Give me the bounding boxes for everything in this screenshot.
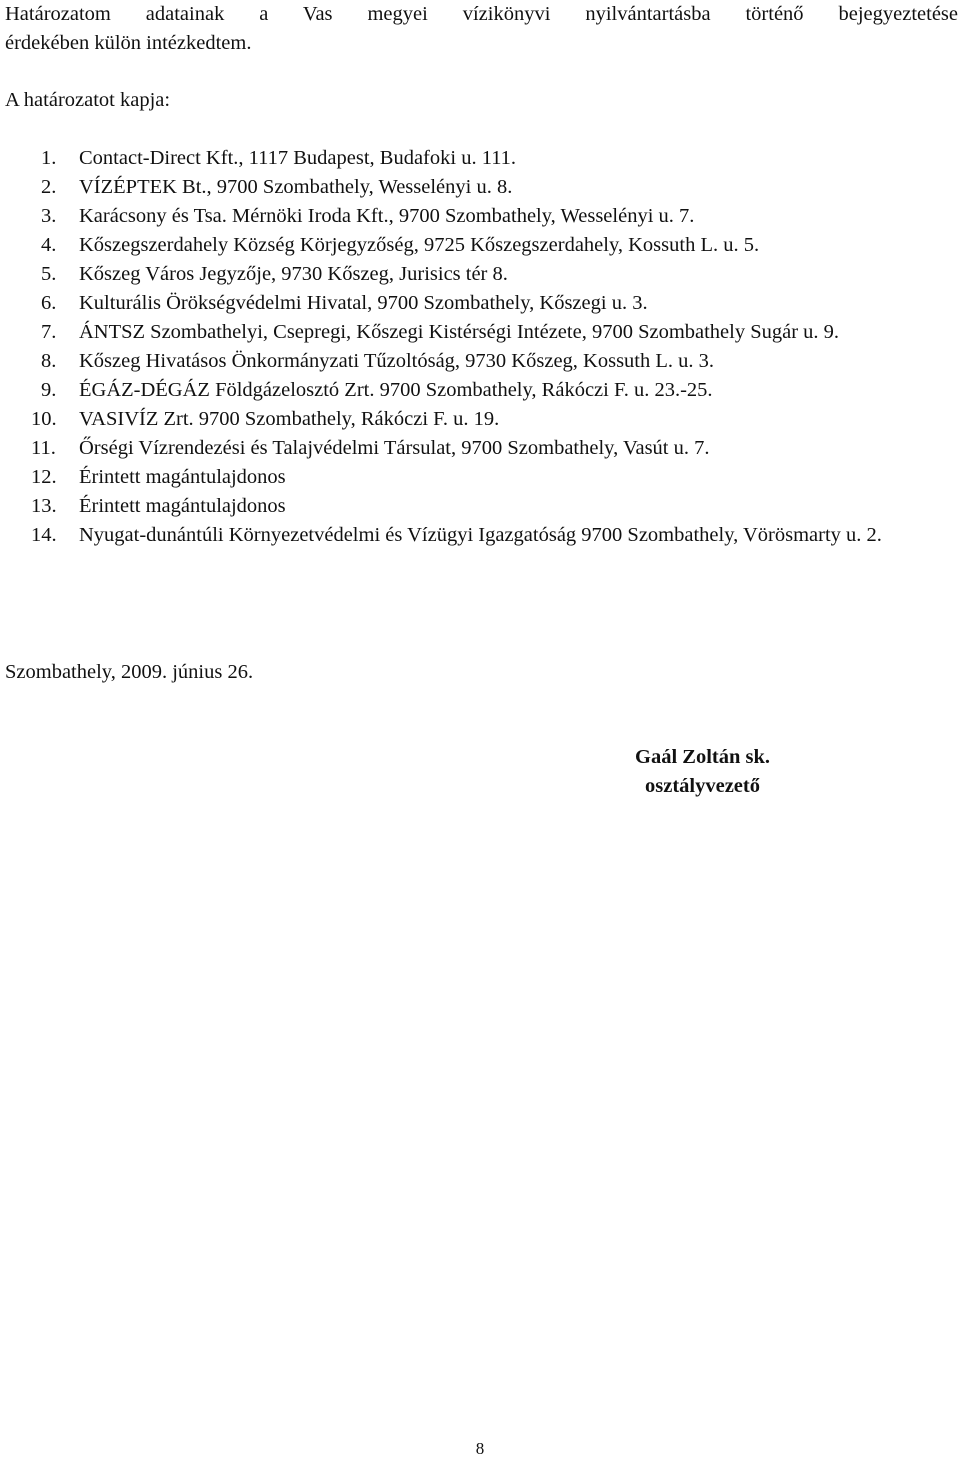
signatory-name: Gaál Zoltán sk.: [635, 746, 770, 768]
recipient-item: [5, 434, 958, 463]
recipient-item: [5, 173, 958, 202]
recipient-text: Kőszeg Város Jegyzője, 9730 Kőszeg, Jurisics tér 8.: [79, 263, 508, 285]
recipient-item: [5, 521, 958, 550]
recipient-number: 10.: [31, 408, 57, 430]
recipient-number: 9.: [41, 379, 57, 401]
recipient-text: VASIVÍZ Zrt. 9700 Szombathely, Rákóczi F. u. 19.: [79, 408, 500, 430]
recipient-item: [5, 289, 958, 318]
recipient-text: Érintett magántulajdonos: [79, 495, 286, 517]
recipient-number: 13.: [31, 495, 57, 517]
recipient-number: 11.: [31, 437, 56, 459]
page-number: 8: [475, 1439, 485, 1458]
recipient-text: Contact-Direct Kft., 1117 Budapest, Budafoki u. 111.: [79, 147, 517, 169]
recipient-text: Nyugat-dunántúli Környezetvédelmi és Vízügyi Igazgatóság 9700 Szombathely, Vörösmarty u. 2.: [79, 524, 882, 546]
recipient-text: ÉGÁZ-DÉGÁZ Földgázelosztó Zrt. 9700 Szombathely, Rákóczi F. u. 23.-25.: [79, 379, 713, 401]
recipient-text: Érintett magántulajdonos: [79, 466, 286, 488]
recipient-item: [5, 231, 958, 260]
recipient-text: Kőszegszerdahely Község Körjegyzőség, 9725 Kőszegszerdahely, Kossuth L. u. 5.: [79, 234, 760, 256]
recipient-text: Őrségi Vízrendezési és Talajvédelmi Társulat, 9700 Szombathely, Vasút u. 7.: [79, 437, 710, 459]
recipient-item: [5, 347, 958, 376]
recipient-number: 2.: [41, 176, 57, 198]
recipients-heading: A határozatot kapja:: [5, 89, 171, 111]
recipient-item: [5, 463, 958, 492]
date-line: Szombathely, 2009. június 26.: [5, 661, 254, 683]
recipient-number: 4.: [41, 234, 57, 256]
recipient-item: [5, 260, 958, 289]
recipient-item: [5, 202, 958, 231]
signatory-title: osztályvezető: [645, 775, 760, 797]
recipient-text: VÍZÉPTEK Bt., 9700 Szombathely, Wesselényi u. 8.: [79, 176, 513, 198]
recipient-item: [5, 318, 958, 347]
recipient-number: 7.: [41, 321, 57, 343]
recipient-item: [5, 405, 958, 434]
recipient-item: [5, 144, 958, 173]
intro-paragraph: [5, 0, 958, 58]
recipient-number: 8.: [41, 350, 57, 372]
recipient-number: 3.: [41, 205, 57, 227]
recipient-number: 5.: [41, 263, 57, 285]
recipient-item: [5, 376, 958, 405]
recipient-text: Kulturális Örökségvédelmi Hivatal, 9700 Szombathely, Kőszegi u. 3.: [79, 292, 648, 314]
recipient-text: ÁNTSZ Szombathelyi, Csepregi, Kőszegi Kistérségi Intézete, 9700 Szombathely Sugár u. 9.: [79, 321, 840, 343]
recipient-text: Karácsony és Tsa. Mérnöki Iroda Kft., 9700 Szombathely, Wesselényi u. 7.: [79, 205, 695, 227]
recipients-list: [5, 144, 958, 550]
recipient-number: 6.: [41, 292, 57, 314]
recipient-number: 14.: [31, 524, 57, 546]
intro-line-2: érdekében külön intézkedtem.: [5, 32, 252, 54]
recipient-number: 12.: [31, 466, 57, 488]
recipient-text: Kőszeg Hivatásos Önkormányzati Tűzoltóság, 9730 Kőszeg, Kossuth L. u. 3.: [79, 350, 715, 372]
signature-block: [600, 743, 805, 801]
recipient-item: [5, 492, 958, 521]
intro-line-1: Határozatom adatainak a Vas megyei vízikönyvi nyilvántartásba történő bejegyeztetése: [5, 3, 958, 25]
recipient-number: 1.: [41, 147, 57, 169]
